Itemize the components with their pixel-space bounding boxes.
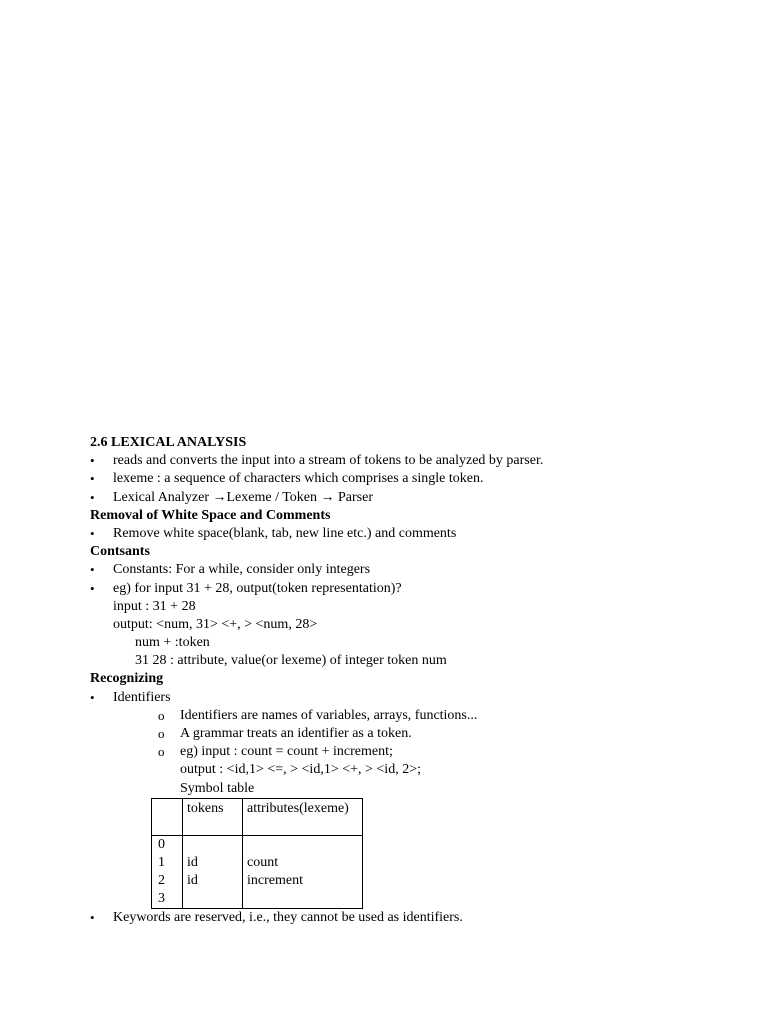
recognizing-heading: Recognizing	[90, 671, 164, 687]
sub-list-item: o Identifiers are names of variables, arrays, functions...	[90, 707, 710, 725]
constants-heading: Contsants	[90, 544, 150, 560]
list-item: • eg) for input 31 + 28, output(token representation)?	[90, 580, 710, 598]
table-header-cell: tokens	[183, 798, 243, 835]
symbol-table-label: Symbol table	[180, 780, 255, 796]
token-line: num + :token	[135, 635, 210, 651]
table-cell-index: 0 1 2 3	[152, 835, 183, 908]
table-cell-tokens: id id	[183, 835, 243, 908]
table-header-cell: attributes(lexeme)	[243, 798, 363, 835]
list-item: • Keywords are reserved, i.e., they cannot be used as identifiers.	[90, 909, 710, 927]
attribute-line: 31 28 : attribute, value(or lexeme) of integer token num	[135, 653, 447, 669]
list-item: • Identifiers	[90, 689, 710, 707]
list-item: • Constants: For a while, consider only integers	[90, 561, 710, 579]
list-item: • Remove white space(blank, tab, new line etc.) and comments	[90, 525, 710, 543]
list-item: • Lexical Analyzer →Lexeme / Token → Parser	[90, 489, 710, 507]
section-title: 2.6 LEXICAL ANALYSIS	[90, 435, 247, 450]
whitespace-heading: Removal of White Space and Comments	[90, 507, 331, 523]
document-body	[90, 434, 710, 927]
output-line: output: <num, 31> <+, > <num, 28>	[113, 616, 318, 632]
table-cell-attributes: count increment	[243, 835, 363, 908]
sub-list-item: o eg) input : count = count + increment;	[90, 743, 710, 761]
input-line: input : 31 + 28	[113, 598, 196, 614]
list-item: • reads and converts the input into a stream of tokens to be analyzed by parser.	[90, 452, 710, 470]
symbol-table	[151, 798, 363, 907]
table-header-row	[152, 798, 363, 835]
list-item: • lexeme : a sequence of characters which comprises a single token.	[90, 470, 710, 488]
id-output-line: output : <id,1> <=, > <id,1> <+, > <id, 2>;	[180, 762, 421, 778]
table-header-cell	[152, 798, 183, 835]
table-row	[152, 835, 363, 908]
sub-list-item: o A grammar treats an identifier as a token.	[90, 725, 710, 743]
